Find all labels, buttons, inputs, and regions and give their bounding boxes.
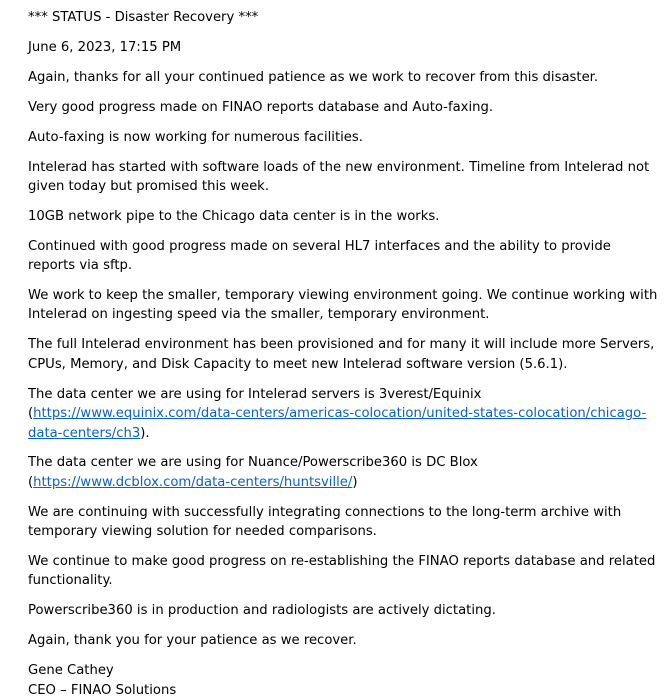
signature-name: Gene Cathey [28,663,114,679]
paragraph-archive: We are continuing with successfully integrating connections to the long-term archive with temporary viewing solution for needed comparisons. [28,504,622,540]
paragraph-autofax: Auto-faxing is now working for numerous facilities. [28,129,363,145]
paragraph-closing-thanks: Again, thank you for your patience as we recover. [28,633,357,649]
paragraph-thanks: Again, thanks for all your continued patience as we work to recover from this disaster. [28,69,599,85]
equinix-link[interactable]: https://www.equinix.com/data-centers/americas-colocation/united-states-colocation/chicago-data-centers/ch3 [28,406,647,441]
paragraph-network-pipe: 10GB network pipe to the Chicago data center is in the works. [28,208,440,224]
paragraph-temporary-viewing: We work to keep the smaller, temporary viewing environment going. We continue working with Intelerad on ingesting speed via the smaller, temporary environment. [28,288,658,323]
signature-title: CEO – FINAO Solutions [28,682,177,698]
paragraph-progress: Very good progress made on FINAO reports database and Auto-faxing. [28,99,494,115]
paragraph-intelerad-loads: Intelerad has started with software loads of the new environment. Timeline from Intelerad not given today but promised this week. [28,159,650,194]
paragraph-powerscribe: Powerscribe360 is in production and radiologists are actively dictating. [28,603,496,619]
paragraph-intelerad-datacenter [28,385,661,454]
status-heading: *** STATUS - Disaster Recovery *** [28,10,259,25]
paragraph-reports-database: We continue to make good progress on re-establishing the FINAO reports database and related functionality. [28,554,656,589]
nuance-datacenter-suffix: ) [352,474,358,490]
intelerad-datacenter-suffix: ). [140,425,150,441]
nuance-datacenter-text: The data center we are using for Nuance/Powerscribe360 is DC Blox ( [28,455,478,490]
intelerad-datacenter-text: The data center we are using for Intelerad servers is 3verest/Equinix ( [28,386,482,422]
paragraph-hl7: Continued with good progress made on several HL7 interfaces and the ability to provide reports via sftp. [28,238,611,274]
paragraph-full-environment: The full Intelerad environment has been provisioned and for many it will include more Servers, CPUs, Memory, and Disk Capacity to meet new Intelerad software version (5.6.1). [28,337,655,372]
timestamp: June 6, 2023, 17:15 PM [28,39,182,55]
paragraph-nuance-datacenter [28,453,661,502]
dcblox-link[interactable]: https://www.dcblox.com/data-centers/huntsville/ [33,474,353,490]
